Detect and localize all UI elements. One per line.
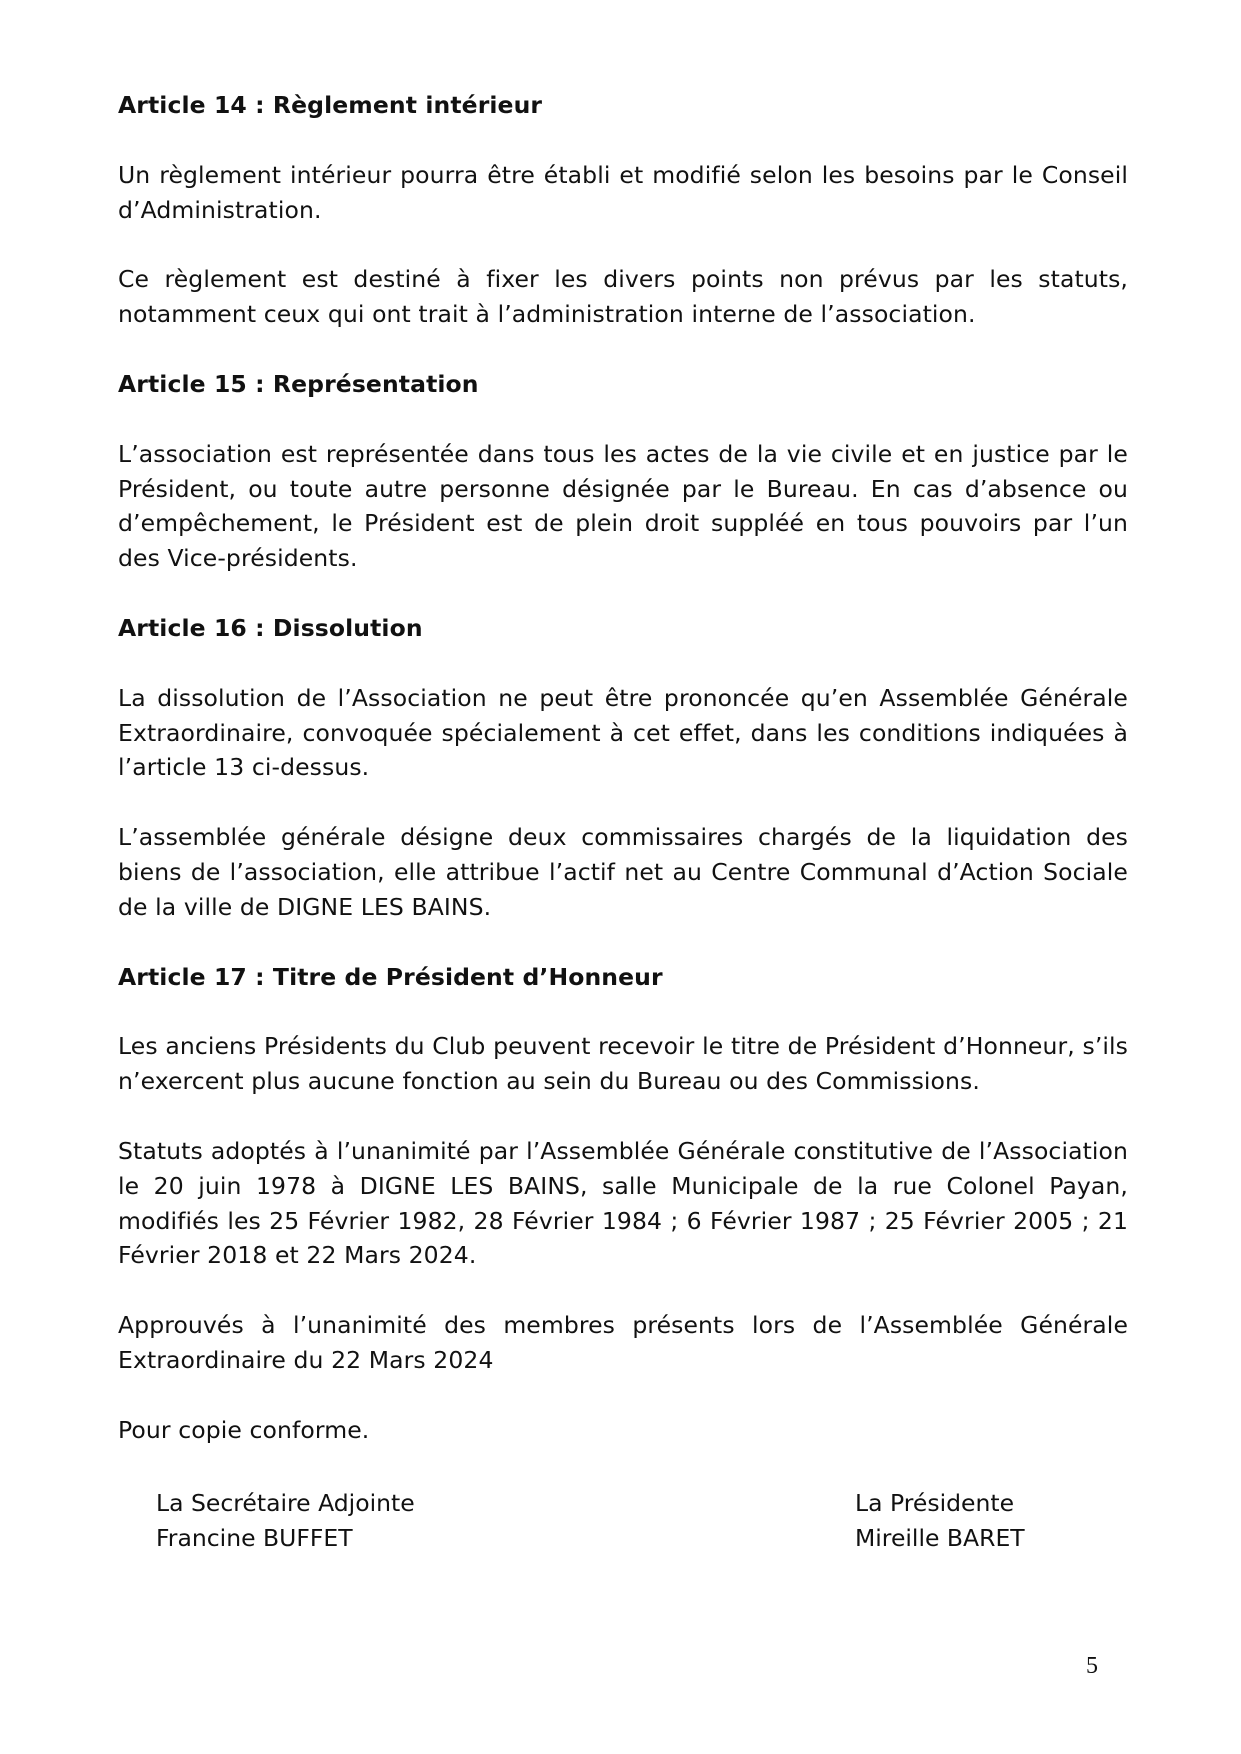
secretary-role: La Secrétaire Adjointe xyxy=(156,1489,415,1517)
article-17-paragraph-1: Les anciens Présidents du Club peuvent recevoir le titre de Président d’Honneur, s’ils n’exercent plus aucune fonction au sein du Bureau ou des Commissions. xyxy=(118,1032,1128,1096)
article-15-heading: Article 15 : Représentation xyxy=(118,369,479,398)
article-14-paragraph-1: Un règlement intérieur pourra être établi et modifié selon les besoins par le Conseil d’Administration. xyxy=(118,160,1128,224)
document-body xyxy=(118,88,1128,1483)
closing-section xyxy=(118,1134,1128,1448)
article-15-paragraph-1: L’association est représentée dans tous les actes de la vie civile et en justice par le Président, ou toute autre personne désignée par le Bureau. En cas d’absence ou d’empêchement, le Président est de plein droit suppléé en tous pouvoirs par l’un des Vice-présidents. xyxy=(118,439,1128,573)
statuts-adoption-paragraph: Statuts adoptés à l’unanimité par l’Assemblée Générale constitutive de l’Association le 20 juin 1978 à DIGNE LES BAINS, salle Municipale de la rue Colonel Payan, modifiés les 25 Février 1982, 28 Février 1984 ; 6 Février 1987 ; 25 Février 2005 ; 21 Février 2018 et 22 Mars 2024. xyxy=(118,1136,1128,1270)
president-name: Mireille BARET xyxy=(855,1523,1025,1552)
president-role: La Présidente xyxy=(855,1489,1015,1517)
article-14 xyxy=(118,88,1128,332)
article-14-heading: Article 14 : Règlement intérieur xyxy=(118,91,543,119)
page-number: 5 xyxy=(1086,1653,1098,1679)
article-16-paragraph-1: La dissolution de l’Association ne peut être prononcée qu’en Assemblée Générale Extraordinaire, convoquée spécialement à cet effet, dans les conditions indiquées à l’article 13 ci-dessus. xyxy=(118,683,1128,782)
article-17-heading: Article 17 : Titre de Président d’Honneur xyxy=(118,962,663,991)
article-17 xyxy=(118,960,1128,1099)
approval-paragraph: Approuvés à l’unanimité des membres présents lors de l’Assemblée Générale Extraordinaire du 22 Mars 2024 xyxy=(118,1311,1128,1374)
signature-president xyxy=(855,1486,1025,1556)
article-16-paragraph-2: L’assemblée générale désigne deux commissaires chargés de la liquidation des biens de l’association, elle attribue l’actif net au Centre Communal d’Action Sociale de la ville de DIGNE LES BAINS. xyxy=(118,823,1128,921)
certified-copy-line: Pour copie conforme. xyxy=(118,1415,370,1444)
signature-secretary xyxy=(156,1486,415,1556)
secretary-name: Francine BUFFET xyxy=(156,1523,353,1552)
article-16-heading: Article 16 : Dissolution xyxy=(118,613,423,642)
article-16 xyxy=(118,611,1128,925)
article-15 xyxy=(118,367,1128,576)
article-14-paragraph-2: Ce règlement est destiné à fixer les divers points non prévus par les statuts, notamment ceux qui ont trait à l’administration interne de l’association. xyxy=(118,265,1128,329)
